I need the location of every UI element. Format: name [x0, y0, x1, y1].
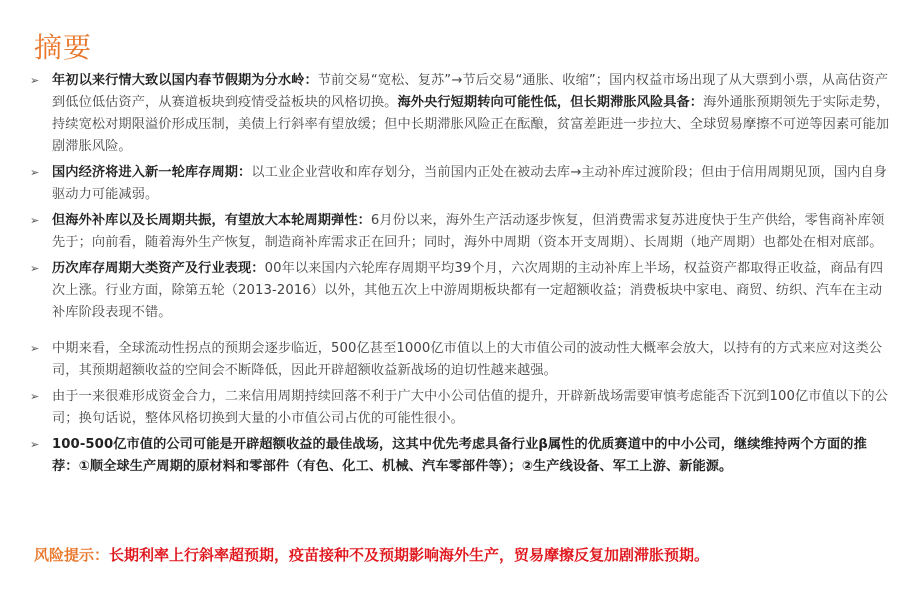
bullet-item	[30, 386, 890, 430]
arrow-bullet-icon: ➢	[30, 342, 40, 355]
bullet-text	[52, 386, 890, 430]
body-text: 以工业企业营收和库存划分，当前国内正处在被动去库→主动补库过渡阶段；但由于信用周期见顶，国内自身驱动力可能减弱。	[52, 165, 887, 202]
bullet-text	[52, 434, 890, 478]
bullet-text	[52, 210, 890, 254]
arrow-bullet-icon: ➢	[30, 166, 40, 179]
section-gap	[30, 328, 890, 338]
page-title: 摘要	[34, 31, 93, 64]
bullet-item	[30, 338, 890, 382]
body-text: 00年以来国内六轮库存周期平均39个月，六次周期的主动补库上半场，权益资产都取得正收益，商品有四次上涨。行业方面，除第五轮（2013-2016）以外，其他五次上中游周期板块都有一定超额收益；消费板块中家电、商贸、纺织、汽车在主动补库阶段表现不错。	[52, 261, 884, 320]
bullet-text	[52, 70, 890, 158]
summary-section-outlook	[30, 70, 890, 324]
bullet-text	[52, 162, 890, 206]
summary-section-strategy	[30, 338, 890, 478]
bullet-item	[30, 210, 890, 254]
arrow-bullet-icon: ➢	[30, 390, 40, 403]
bold-heading-text: 但海外补库以及长周期共振，有望放大本轮周期弹性：	[52, 213, 371, 228]
body-text: 6月份以来，海外生产活动逐步恢复，但消费需求复苏进度快于生产供给，零售商补库领先于；向前看，随着海外生产恢复，制造商补库需求正在回升；同时，海外中周期（资本开支周期）、长周期（地产周期）也都处在相对底部。	[52, 213, 885, 250]
arrow-bullet-icon: ➢	[30, 74, 40, 87]
bullet-item	[30, 162, 890, 206]
arrow-bullet-icon: ➢	[30, 214, 40, 227]
bullet-item	[30, 70, 890, 158]
arrow-bullet-icon: ➢	[30, 438, 40, 451]
bold-heading-text: 100-500亿市值的公司可能是开辟超额收益的最佳战场，这其中优先考虑具备行业β属性的优质赛道中的中小公司，继续维持两个方面的推荐：①顺全球生产周期的原材料和零部件（有色、化工、机械、汽车零部件等）；②生产线设备、军工上游、新能源。	[52, 437, 867, 474]
bold-heading-text: 海外央行短期转向可能性低，但长期滞胀风险具备：	[397, 95, 704, 110]
bullet-text	[52, 258, 890, 324]
risk-label: 风险提示：	[34, 546, 110, 564]
bullet-item	[30, 434, 890, 478]
bold-heading-text: 历次库存周期大类资产及行业表现：	[52, 261, 265, 276]
bullet-text	[52, 338, 890, 382]
bullet-item	[30, 258, 890, 324]
risk-warning	[34, 544, 709, 566]
body-text: 中期来看，全球流动性拐点的预期会逐步临近，500亿甚至1000亿市值以上的大市值公司的波动性大概率会放大，以持有的方式来应对这类公司，其预期超额收益的空间会不断降低，因此开辟超额收益新战场的迫切性越来越强。	[52, 341, 883, 378]
body-text: 节前交易“宽松、复苏”→节后交易“通胀、收缩”；国内权益市场出现了从大票到小票，从高估资产到低位低估资产，从赛道板块到疫情受益板块的风格切换。	[52, 73, 889, 110]
body-text: 由于一来很难形成资金合力，二来信用周期持续回落不利于广大中小公司估值的提升，开辟新战场需要审慎考虑能否下沉到100亿市值以下的公司；换句话说，整体风格切换到大量的小市值公司占优的可能性很小。	[52, 389, 889, 426]
bold-heading-text: 国内经济将进入新一轮库存周期：	[52, 165, 252, 180]
body-text: 海外通胀预期领先于实际走势，持续宽松对期限溢价形成压制，美债上行斜率有望放缓；但中长期滞胀风险正在酝酿，贫富差距进一步拉大、全球贸易摩擦不可逆等因素可能加剧滞胀风险。	[52, 95, 890, 154]
arrow-bullet-icon: ➢	[30, 262, 40, 275]
bold-heading-text: 年初以来行情大致以国内春节假期为分水岭：	[52, 73, 318, 88]
risk-text: 长期利率上行斜率超预期，疫苗接种不及预期影响海外生产，贸易摩擦反复加剧滞胀预期。	[109, 546, 710, 564]
summary-list	[30, 70, 890, 482]
